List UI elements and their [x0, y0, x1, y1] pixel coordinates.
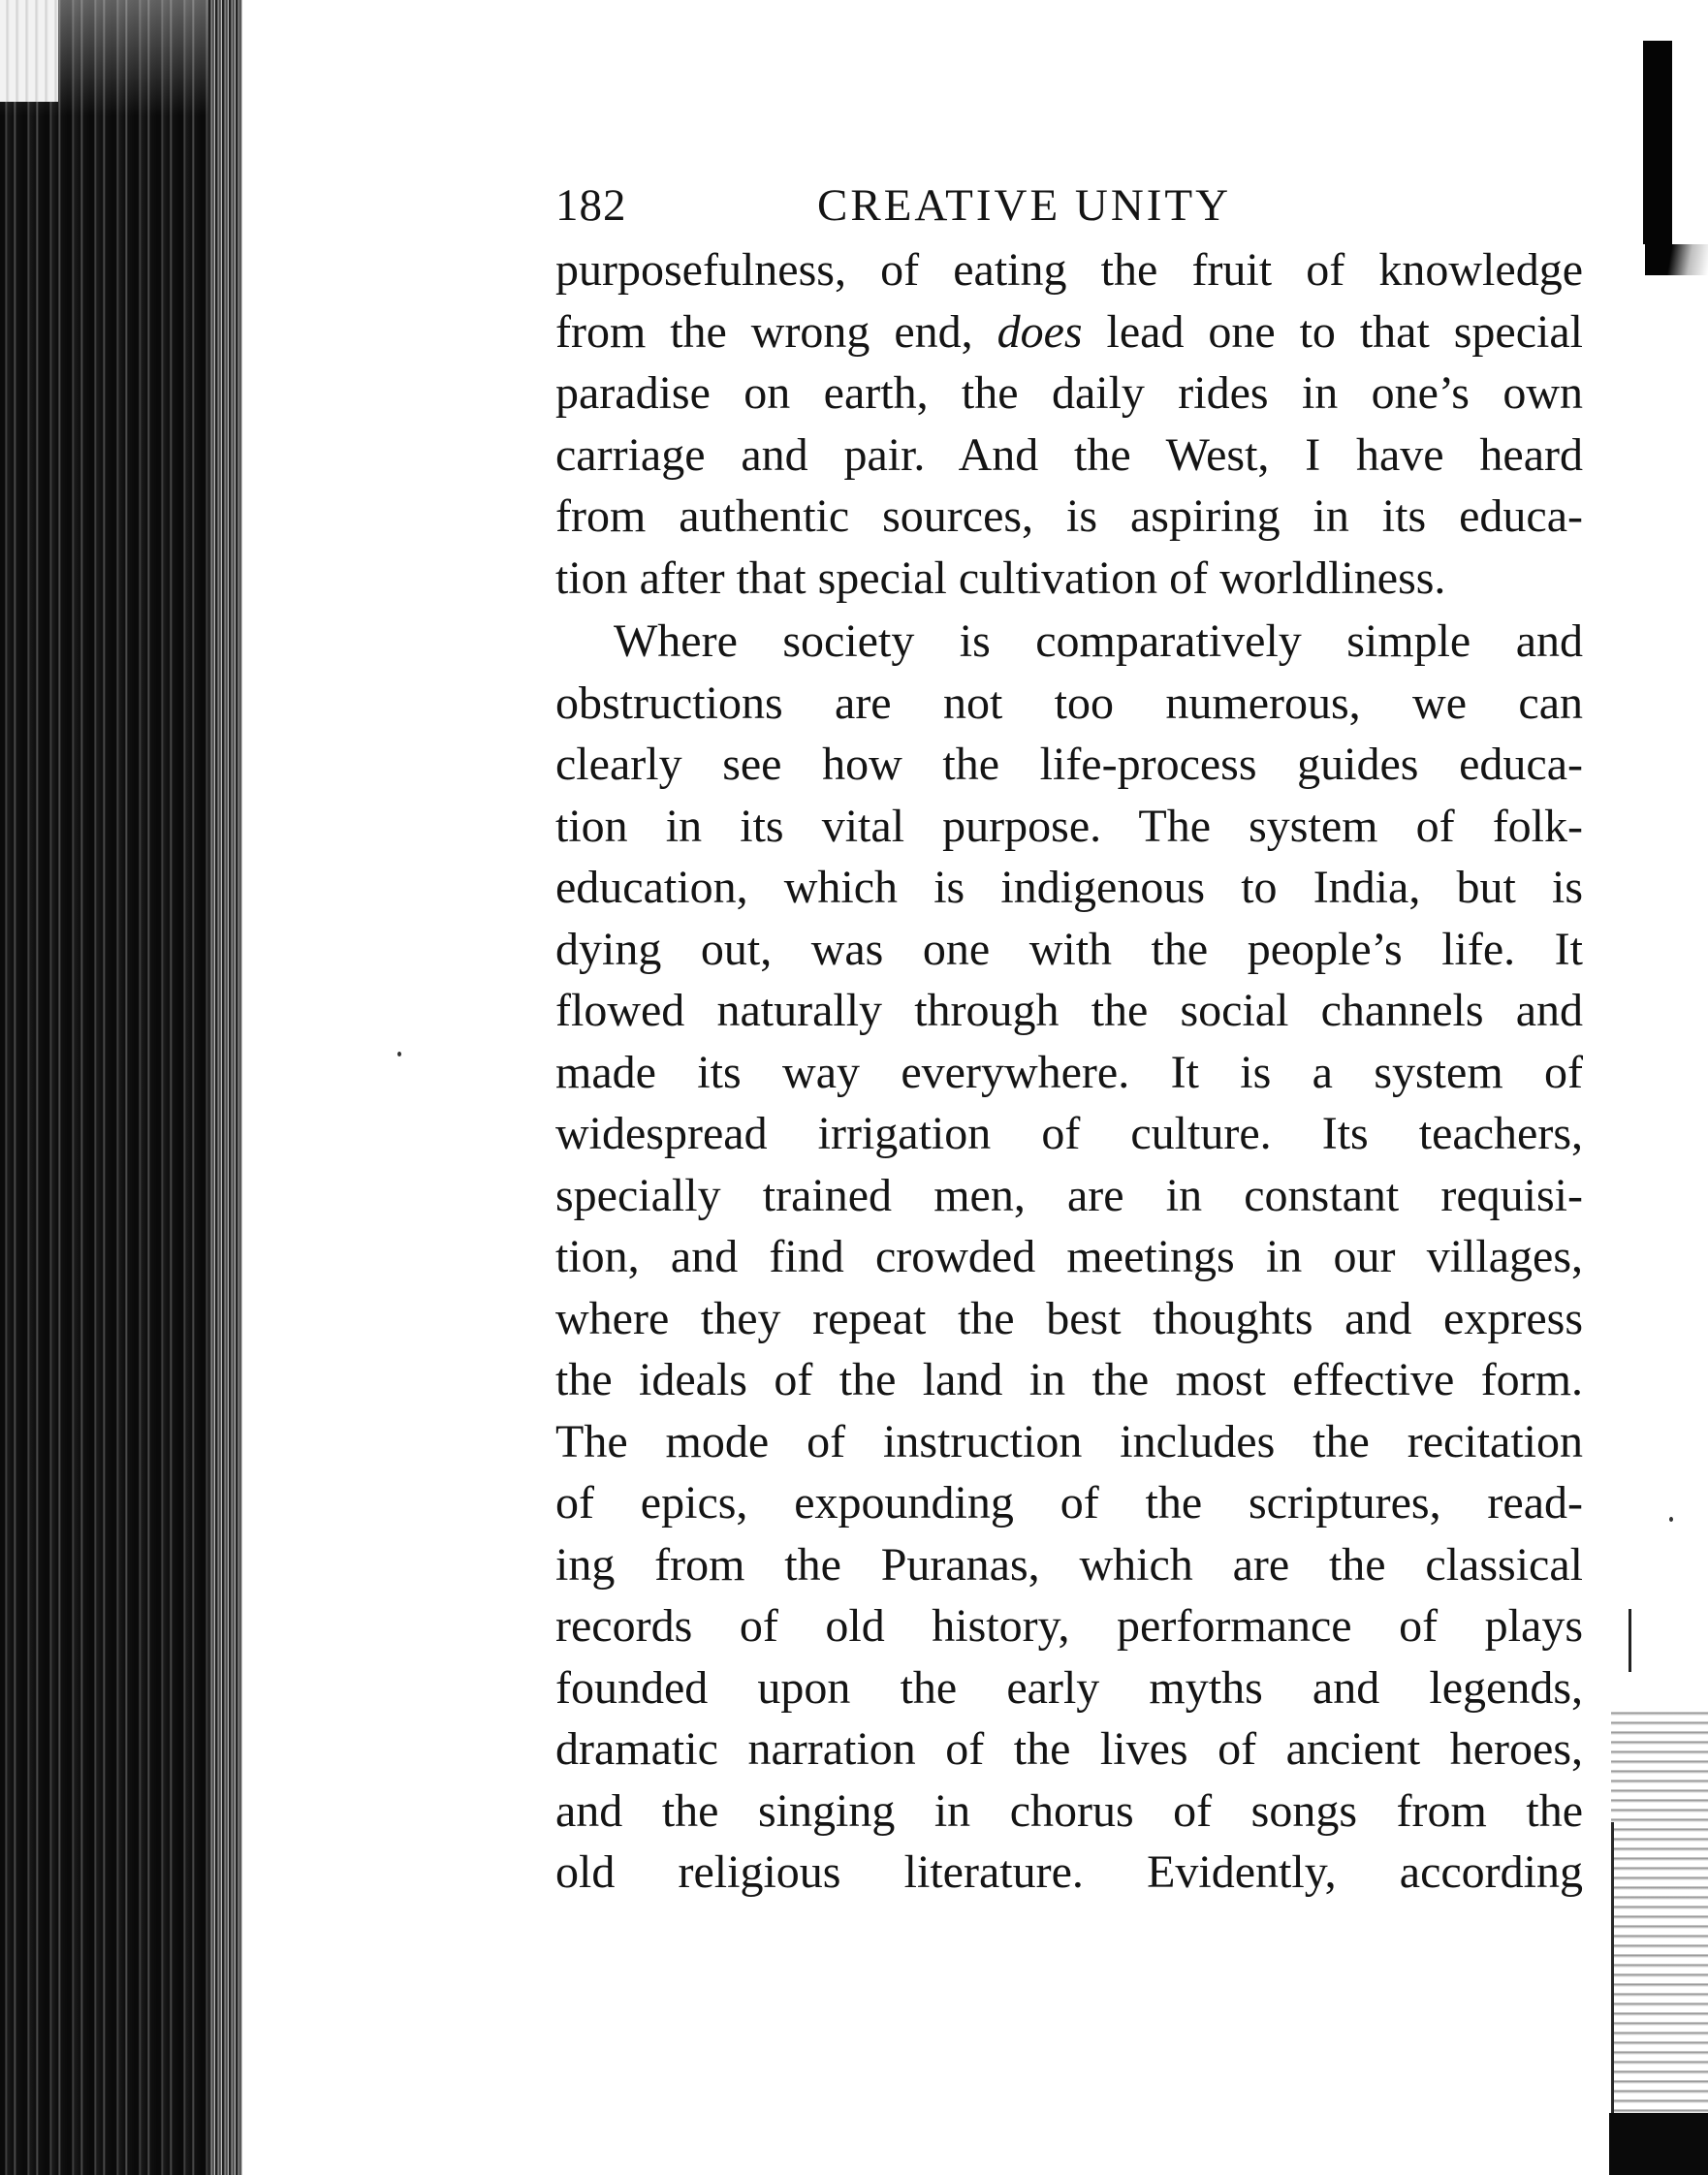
right-edge-line — [1611, 1822, 1614, 2142]
right-edge-mark — [1643, 41, 1672, 244]
paragraph — [555, 611, 1583, 1904]
binding-shadow — [0, 0, 242, 2175]
text-segment: lead one to that special — [1082, 305, 1584, 358]
right-margin-tick — [1629, 1609, 1631, 1672]
right-edge-mark-tail — [1645, 244, 1708, 275]
text-line: ing from the Puranas, which are the classical — [555, 1538, 1583, 1591]
text-line: carriage and pair. And the West, I have heard — [555, 428, 1583, 481]
text-line: and the singing in chorus of songs from the — [555, 1784, 1583, 1837]
text-line: from authentic sources, is aspiring in its educa- — [555, 490, 1583, 542]
running-head — [555, 179, 1583, 239]
text-line: paradise on earth, the daily rides in one’s own — [555, 367, 1583, 419]
text-line: old religious literature. Evidently, according — [555, 1846, 1583, 1898]
text-line: widespread irrigation of culture. Its teachers, — [555, 1108, 1583, 1159]
dust-speck — [1669, 1517, 1673, 1522]
page-number: 182 — [555, 180, 627, 231]
text-line: tion after that special cultivation of worldliness. — [555, 552, 1446, 604]
text-line: specially trained men, are in constant requisi- — [555, 1169, 1583, 1221]
text-line: the ideals of the land in the most effective form. — [555, 1354, 1583, 1405]
text-line — [555, 301, 1583, 363]
text-line: dying out, was one with the people’s life. It — [555, 923, 1583, 975]
book-page — [555, 179, 1583, 1904]
text-line: flowed naturally through the social channels and — [555, 985, 1583, 1036]
text-line: obstructions are not too numerous, we can — [555, 677, 1583, 729]
text-segment: from the wrong end, — [555, 305, 997, 358]
running-title: CREATIVE UNITY — [817, 180, 1232, 231]
binding-top-highlight — [0, 0, 58, 102]
text-line: tion in its vital purpose. The system of folk- — [555, 800, 1583, 852]
text-line: The mode of instruction includes the recitation — [555, 1415, 1583, 1467]
text-line: education, which is indigenous to India, but is — [555, 862, 1583, 913]
text-line: tion, and find crowded meetings in our villages, — [555, 1231, 1583, 1282]
right-edge-shadow — [1611, 1706, 1708, 2175]
text-line: purposefulness, of eating the fruit of knowledge — [555, 244, 1583, 296]
text-line: made its way everywhere. It is a system of — [555, 1046, 1583, 1098]
right-corner-shadow — [1609, 2113, 1708, 2175]
text-line: where they repeat the best thoughts and express — [555, 1292, 1583, 1344]
text-line: dramatic narration of the lives of ancient heroes, — [555, 1723, 1583, 1775]
text-line: of epics, expounding of the scriptures, read- — [555, 1477, 1583, 1529]
dust-speck — [397, 1052, 401, 1056]
emphasized-word: does — [996, 305, 1083, 358]
text-line: records of old history, performance of plays — [555, 1600, 1583, 1652]
text-line: clearly see how the life-process guides educa- — [555, 739, 1583, 790]
text-line: founded upon the early myths and legends, — [555, 1661, 1583, 1714]
text-line: Where society is comparatively simple and — [614, 615, 1583, 667]
binding-edge — [208, 0, 242, 2175]
paragraph — [555, 239, 1583, 609]
